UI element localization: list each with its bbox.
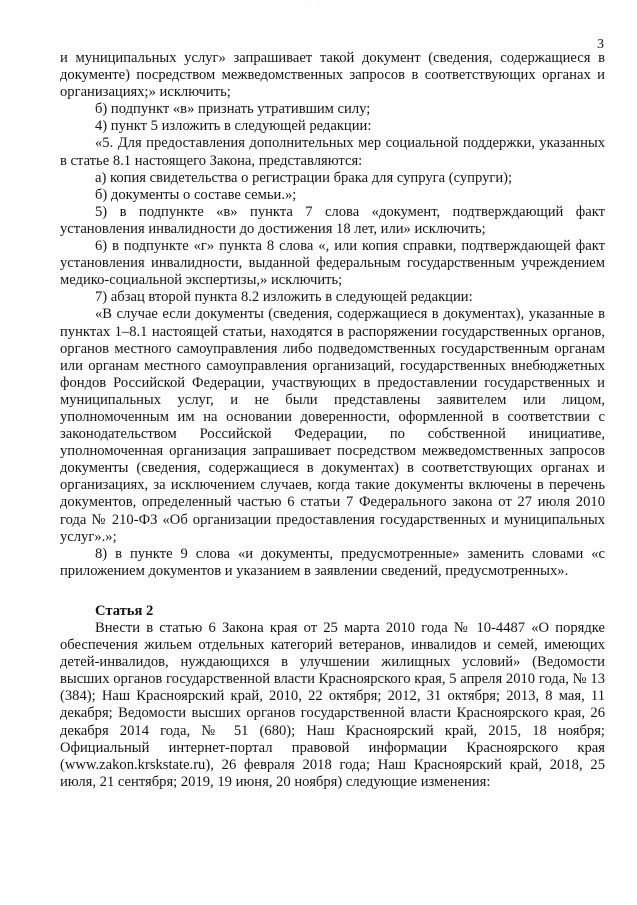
paragraph-item-7-quote: «В случае если документы (сведения, содержащиеся в документах), указанные в пунктах 1–8.1 настоящей статьи, находятся в распоряжении государственных органов, органов местного самоуправления либо подведомственных государственным органам или органам местного самоуправления организаций, государственных внебюджетных фондов Российской Федерации, участвующих в предоставлении государственных и муниципальных услуг, и не были представлены заявителем или лицом, уполномоченным им на основании доверенности, оформленной в соответствии с законодательством Российской Федерации, по собственной инициативе, уполномоченная организация запрашивает посредством межведомственных запросов документы (сведения, содержащиеся в документах) в соответствующих органах и организациях, за исключением случаев, когда такие документы включены в перечень документов, определенный частью 6 статьи 7 Федерального закона от 27 июля 2010 года № 210-ФЗ «Об организации предоставления государственных и муниципальных услуг».»;: [60, 306, 605, 545]
scan-top-mark: · · ·: [308, 0, 332, 6]
paragraph-item-6: 6) в подпункте «г» пункта 8 слова «, или копия справки, подтверждающей факт установления инвалидности, выданной федеральным государственным учреждением медико-социальной экспертизы,» исключить;: [60, 238, 605, 289]
paragraph-item-4: 4) пункт 5 изложить в следующей редакции:: [95, 118, 372, 135]
article-2-text: Внести в статью 6 Закона края от 25 марта 2010 года № 10-4487 «О порядке обеспечения жильем отдельных категорий ветеранов, инвалидов и семей, имеющих детей-инвалидов, нуждающихся в улучшении жилищных условий» (Ведомости высших органов государственной власти Красноярского края, 5 апреля 2010 года, № 13 (384); Наш Красноярский край, 2010, 22 октября; 2012, 31 октября; 2013, 8 мая, 11 декабря; Ведомости высших органов государственной власти Красноярского края, 26 декабря 2014 года, № 51 (680); Наш Красноярский край, 2015, 18 ноября; Официальный интернет-портал правовой информации Красноярского края (www.zakon.krskstate.ru), 26 февраля 2018 года; Наш Красноярский край, 2018, 25 июля, 21 сентября; 2019, 19 июня, 20 ноября) следующие изменения:: [60, 620, 605, 790]
paragraph-item-5: 5) в подпункте «в» пункта 7 слова «документ, подтверждающий факт установления инвалидности до достижения 18 лет, или» исключить;: [60, 203, 605, 237]
page-number: 3: [597, 37, 604, 52]
document-body: [60, 50, 605, 791]
paragraph-item-7: 7) абзац второй пункта 8.2 изложить в следующей редакции:: [95, 289, 473, 306]
paragraph-subitem-b-family: б) документы о составе семьи.»;: [95, 186, 297, 203]
paragraph-continuation: и муниципальных услуг» запрашивает такой документ (сведения, содержащиеся в документе) посредством межведомственных запросов в соответствующих органах и организациях;» исключить;: [60, 50, 605, 101]
paragraph-subitem-b: б) подпункт «в» признать утратившим силу;: [95, 101, 371, 118]
paragraph-item-5-quote: «5. Для предоставления дополнительных мер социальной поддержки, указанных в статье 8.1 настоящего Закона, представляются:: [60, 135, 605, 169]
paragraph-item-8: 8) в пункте 9 слова «и документы, предусмотренные» заменить словами «с приложением документов и указанием в заявлении сведений, предусмотренных».: [60, 545, 605, 579]
article-2-heading: Статья 2: [95, 602, 154, 619]
paragraph-subitem-a: а) копия свидетельства о регистрации брака для супруга (супруги);: [95, 169, 513, 186]
